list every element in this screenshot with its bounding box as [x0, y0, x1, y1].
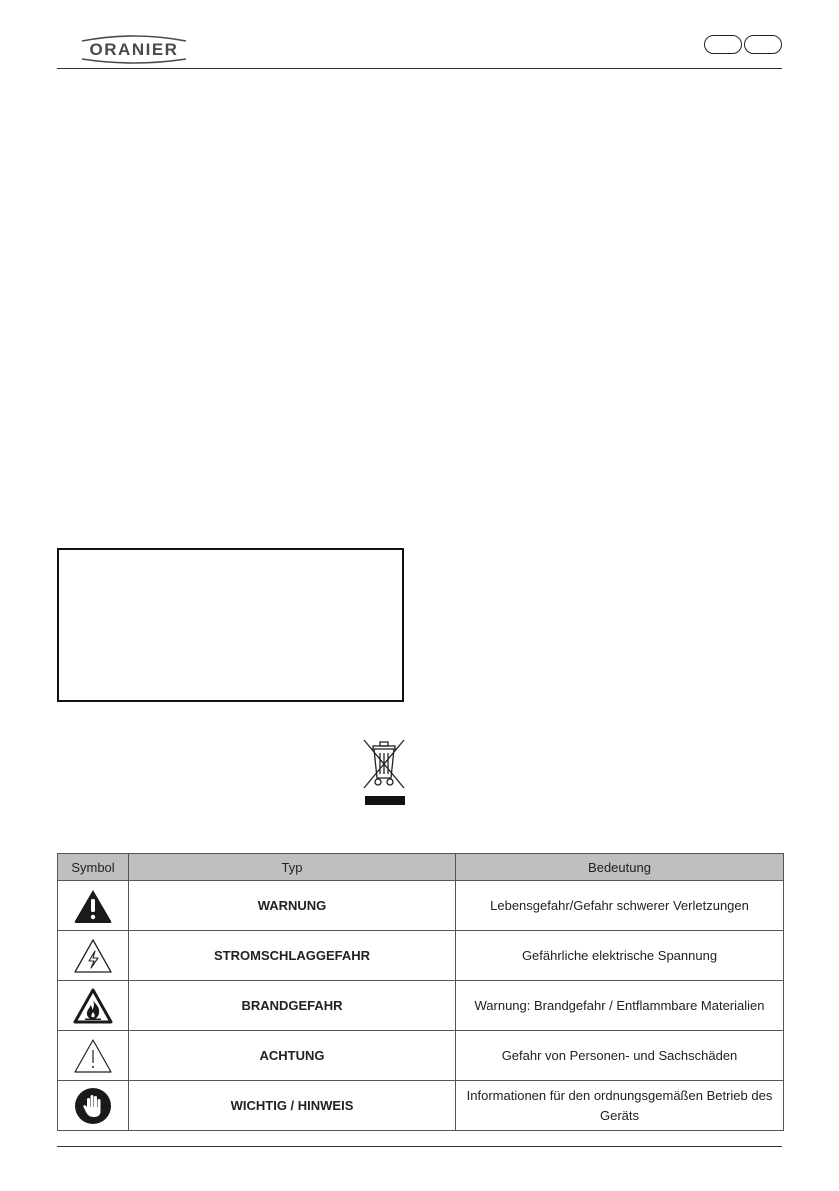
type-cell: STROMSCHLAGGEFAHR [129, 931, 456, 981]
table-row [58, 931, 784, 981]
symbol-cell [58, 881, 129, 931]
symbol-cell [58, 1031, 129, 1081]
language-pill [744, 35, 782, 54]
meaning-cell: Gefährliche elektrische Spannung [456, 931, 784, 981]
meaning-cell: Warnung: Brandgefahr / Entflammbare Materialien [456, 981, 784, 1031]
column-header-symbol: Symbol [58, 854, 129, 881]
logo-wordmark: ORANIER [89, 40, 179, 59]
stop-hand-circle-icon [73, 1086, 113, 1126]
type-cell: ACHTUNG [129, 1031, 456, 1081]
language-selector [704, 35, 782, 54]
oranier-logo [60, 33, 208, 65]
footer-divider [57, 1146, 782, 1147]
symbol-cell [58, 1081, 129, 1131]
caution-outline-triangle-icon [73, 1038, 113, 1074]
table-row [58, 1031, 784, 1081]
table-header-row [58, 854, 784, 881]
column-header-type: Typ [129, 854, 456, 881]
electric-shock-triangle-icon [73, 938, 113, 974]
header-divider [57, 68, 782, 69]
table-row [58, 881, 784, 931]
symbol-cell [58, 931, 129, 981]
table-row [58, 1081, 784, 1131]
warning-filled-triangle-icon [73, 888, 113, 924]
type-cell: WARNUNG [129, 881, 456, 931]
table-row [58, 981, 784, 1031]
symbol-legend-table [57, 853, 784, 1131]
fire-hazard-triangle-icon [73, 988, 113, 1024]
type-cell: BRANDGEFAHR [129, 981, 456, 1031]
crossed-out-wheelie-bin-icon [360, 736, 408, 810]
meaning-cell: Lebensgefahr/Gefahr schwerer Verletzungen [456, 881, 784, 931]
meaning-cell: Informationen für den ordnungsgemäßen Betrieb des Geräts [456, 1081, 784, 1131]
type-cell: WICHTIG / HINWEIS [129, 1081, 456, 1131]
note-box [57, 548, 404, 702]
column-header-meaning: Bedeutung [456, 854, 784, 881]
symbol-cell [58, 981, 129, 1031]
meaning-cell: Gefahr von Personen- und Sachschäden [456, 1031, 784, 1081]
language-pill [704, 35, 742, 54]
